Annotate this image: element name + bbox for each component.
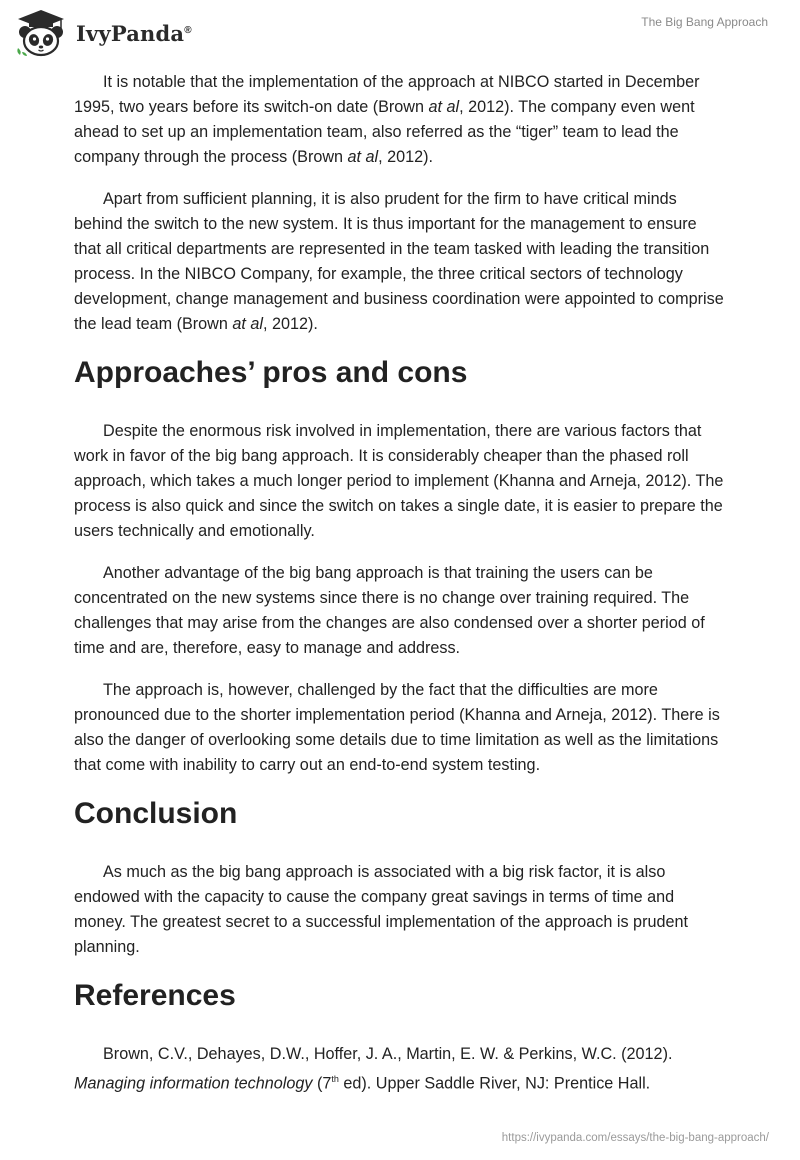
ivypanda-logo[interactable] bbox=[14, 8, 192, 58]
heading-conclusion: Conclusion bbox=[74, 797, 238, 830]
brand-name: IvyPanda® bbox=[76, 20, 192, 46]
source-url[interactable]: https://ivypanda.com/essays/the-big-bang-approach/ bbox=[501, 1132, 769, 1144]
reference-entry: Brown, C.V., Dehayes, D.W., Hoffer, J. A., Martin, E. W. & Perkins, W.C. (2012). Managing information technology (7th ed). Upper Saddle River, NJ: Prentice Hall. bbox=[74, 1045, 673, 1093]
pros-cons-paragraph-3: The approach is, however, challenged by the fact that the difficulties are more pronounced due to the shorter implementation period (Khanna and Arneja, 2012). There is also the danger of overlooking some details due to time limitation as well as the limitations that come with inability to carry out an end-to-end system testing. bbox=[74, 681, 720, 774]
intro-paragraph-1: It is notable that the implementation of the approach at NIBCO started in December 1995, two years before its switch-on date (Brown at al, 2012). The company even went ahead to set up an implementation team, also referred as the “tiger” team to lead the company through the process (Brown at al, 2012). bbox=[74, 73, 700, 166]
heading-pros-cons: Approaches’ pros and cons bbox=[74, 356, 468, 389]
registered-mark: ® bbox=[184, 24, 192, 36]
panda-graduate-icon bbox=[14, 8, 68, 58]
conclusion-paragraph: As much as the big bang approach is associated with a big risk factor, it is also endowed with the capacity to cause the company great savings in terms of time and money. The greatest secret to a successful implementation of the approach is prudent planning. bbox=[74, 863, 688, 956]
essay-content bbox=[74, 70, 726, 1113]
pros-cons-paragraph-2: Another advantage of the big bang approach is that training the users can be concentrated on the new systems since there is no change over training required. The challenges that may arise from the changes are also condensed over a shorter period of time and are, therefore, easy to manage and address. bbox=[74, 564, 705, 657]
document-title: The Big Bang Approach bbox=[641, 15, 768, 29]
intro-paragraph-2: Apart from sufficient planning, it is also prudent for the firm to have critical minds behind the switch to the new system. It is thus important for the management to ensure that all critical departments are represented in the team tasked with leading the transition process. In the NIBCO Company, for example, the three critical sectors of technology development, change management and business coordination were appointed to comprise the lead team (Brown at al, 2012). bbox=[74, 190, 724, 333]
pros-cons-paragraph-1: Despite the enormous risk involved in implementation, there are various factors that work in favor of the big bang approach. It is considerably cheaper than the phased roll approach, which takes a much longer period to implement (Khanna and Arneja, 2012). The process is also quick and since the switch on takes a single date, it is easier to prepare the users technically and emotionally. bbox=[74, 422, 724, 540]
page-header bbox=[0, 0, 800, 60]
heading-references: References bbox=[74, 979, 236, 1012]
